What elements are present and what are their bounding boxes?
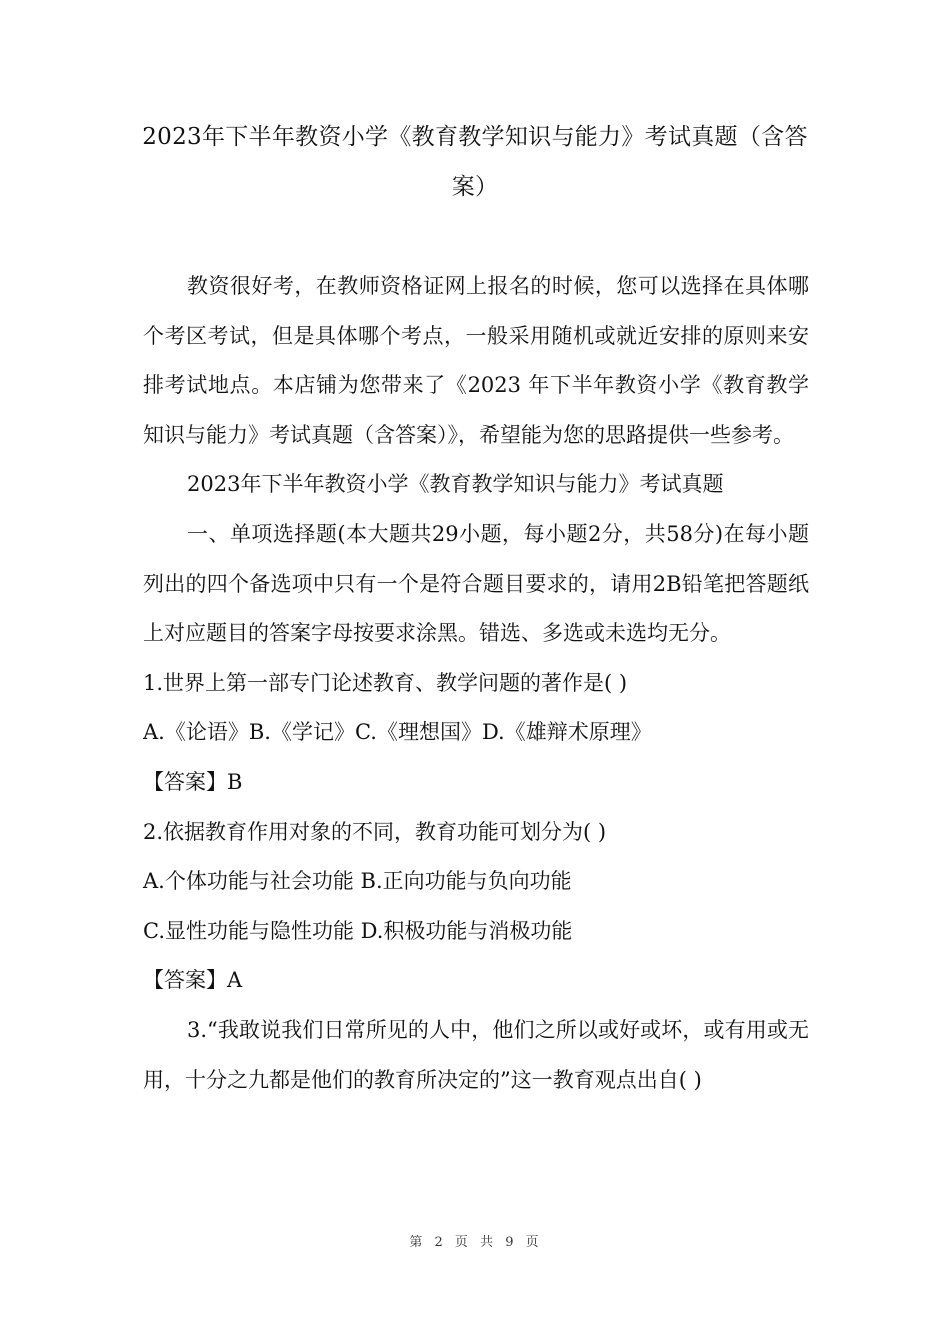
- intro-paragraph: 教资很好考，在教师资格证网上报名的时候，您可以选择在具体哪个考区考试，但是具体哪个考点，一般采用随机或就近安排的原则来安排考试地点。本店铺为您带来了《2023 年下半年教资小学《教育教学知识与能力》考试真题（含答案）》，希望能为您的思路提供一些参考。: [143, 274, 809, 447]
- question-1-options: A.《论语》B.《学记》C.《理想国》D.《雄辩术原理》: [143, 720, 652, 745]
- question-1-answer: 【答案】B: [143, 769, 243, 794]
- question-3: 3.“我敢说我们日常所见的人中，他们之所以或好或坏，或有用或无用，十分之九都是他们的教育所决定的”这一教育观点出自( ): [143, 1017, 809, 1092]
- question-2-answer: 【答案】A: [143, 968, 243, 993]
- question-2: 2.依据教育作用对象的不同，教育功能可划分为( ): [143, 819, 607, 844]
- document-body: [143, 262, 809, 1105]
- question-2-options-line-1: A.个体功能与社会功能 B.正向功能与负向功能: [143, 869, 572, 894]
- question-1: 1.世界上第一部专门论述教育、教学问题的著作是( ): [143, 670, 628, 695]
- document-title: 2023年下半年教资小学《教育教学知识与能力》考试真题（含答案）: [142, 124, 808, 200]
- instructions-paragraph: 一、单项选择题(本大题共29小题，每小题2分，共58分)在每小题列出的四个备选项中只有一个是符合题目要求的，请用2B铅笔把答题纸上对应题目的答案字母按要求涂黑。错选、多选或未选均无分。: [143, 521, 809, 646]
- section-title: 2023年下半年教资小学《教育教学知识与能力》考试真题: [187, 472, 724, 497]
- question-2-options-line-2: C.显性功能与隐性功能 D.积极功能与消极功能: [143, 918, 573, 943]
- page-number: 第 2 页 共 9 页: [409, 1235, 541, 1250]
